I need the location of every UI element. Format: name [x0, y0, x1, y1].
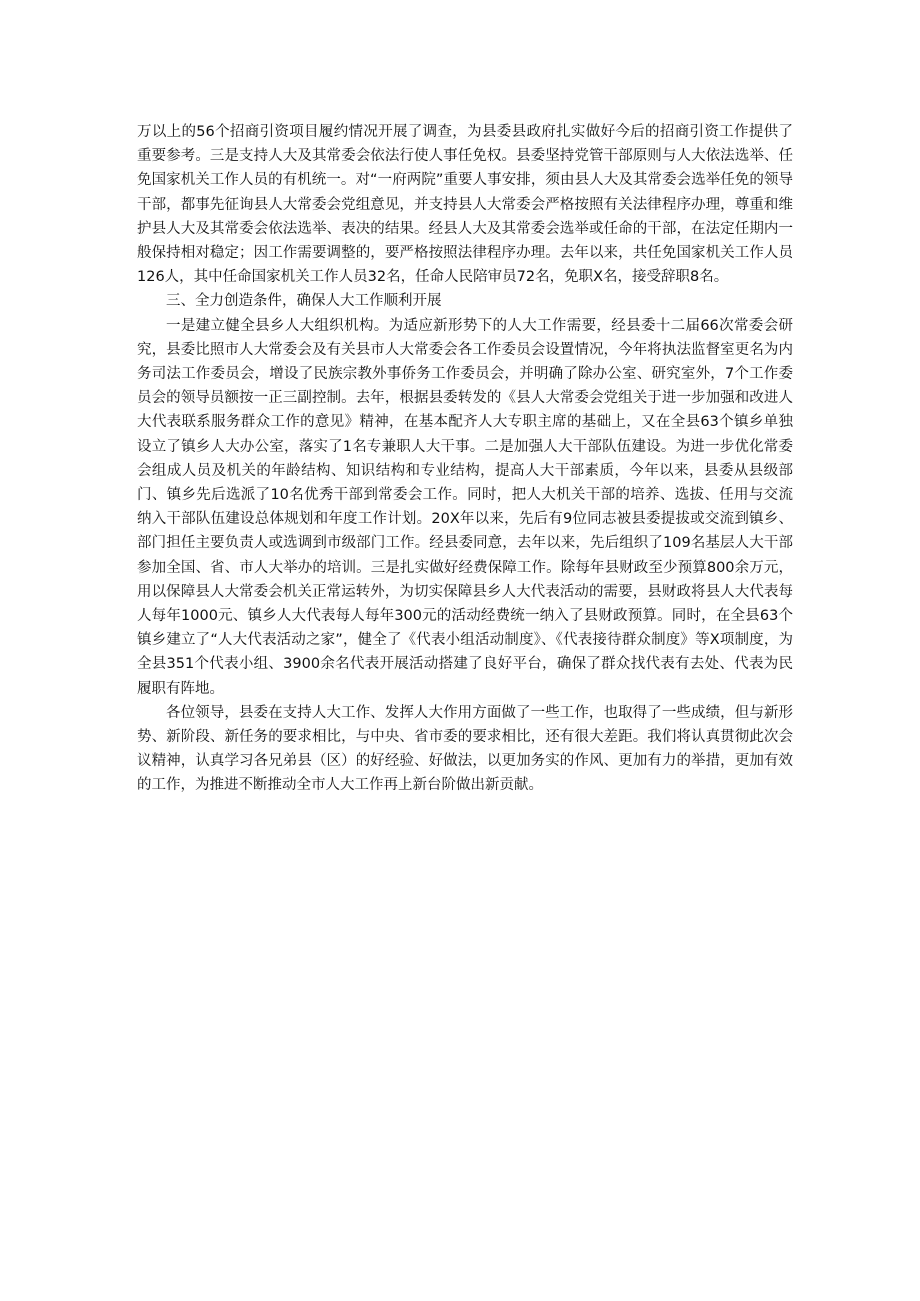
- section-heading: 三、全力创造条件，确保人大工作顺利开展: [166, 293, 442, 310]
- document-page: [137, 120, 793, 798]
- paragraph-closing: 各位领导，县委在支持人大工作、发挥人大作用方面做了一些工作，也取得了一些成绩，但与新形势、新阶段、新任务的要求相比，与中央、省市委的要求相比，还有很大差距。我们将认真贯彻此次会议精神，认真学习各兄弟县（区）的好经验、好做法，以更加务实的作风、更加有力的举措，更加有效的工作，为推进不断推动全市人大工作再上新台阶做出新贡献。: [137, 704, 793, 794]
- paragraph-body: 一是建立健全县乡人大组织机构。为适应新形势下的人大工作需要，经县委十二届66次常委会研究，县委比照市人大常委会及有关县市人大常委会各工作委员会设置情况，今年将执法监督室更名为内务司法工作委员会，增设了民族宗教外事侨务工作委员会，并明确了除办公室、研究室外，7个工作委员会的领导员额按一正三副控制。去年，根据县委转发的《县人大常委会党组关于进一步加强和改进人大代表联系服务群众工作的意见》精神，在基本配齐人大专职主席的基础上，又在全县63个镇乡单独设立了镇乡人大办公室，落实了1名专兼职人大干事。二是加强人大干部队伍建设。为进一步优化常委会组成人员及机关的年龄结构、知识结构和专业结构，提高人大干部素质，今年以来，县委从县级部门、镇乡先后选派了10名优秀干部到常委会工作。同时，把人大机关干部的培养、选拔、任用与交流纳入干部队伍建设总体规划和年度工作计划。20X年以来，先后有9位同志被县委提拔或交流到镇乡、部门担任主要负责人或选调到市级部门工作。经县委同意，去年以来，先后组织了109名基层人大干部参加全国、省、市人大举办的培训。三是扎实做好经费保障工作。除每年县财政至少预算800余万元，用以保障县人大常委会机关正常运转外，为切实保障县乡人大代表活动的需要，县财政将县人大代表每人每年1000元、镇乡人大代表每人每年300元的活动经费统一纳入了县财政预算。同时，在全县63个镇乡建立了“人大代表活动之家”，健全了《代表小组活动制度》、《代表接待群众制度》等X项制度，为全县351个代表小组、3900余名代表开展活动搭建了良好平台，确保了群众找代表有去处、代表为民履职有阵地。: [137, 317, 793, 697]
- paragraph-continuation: 万以上的56个招商引资项目履约情况开展了调查，为县委县政府扎实做好今后的招商引资工作提供了重要参考。三是支持人大及其常委会依法行使人事任免权。县委坚持党管干部原则与人大依法选举、任免国家机关工作人员的有机统一。对“一府两院”重要人事安排，须由县人大及其常委会选举任免的领导干部，都事先征询县人大常委会党组意见，并支持县人大常委会严格按照有关法律程序办理，尊重和维护县人大及其常委会依法选举、表决的结果。经县人大及其常委会选举或任命的干部，在法定任期内一般保持相对稳定；因工作需要调整的，要严格按照法律程序办理。去年以来，共任免国家机关工作人员126人，其中任命国家机关工作人员32名，任命人民陪审员72名，免职X名，接受辞职8名。: [137, 124, 793, 286]
